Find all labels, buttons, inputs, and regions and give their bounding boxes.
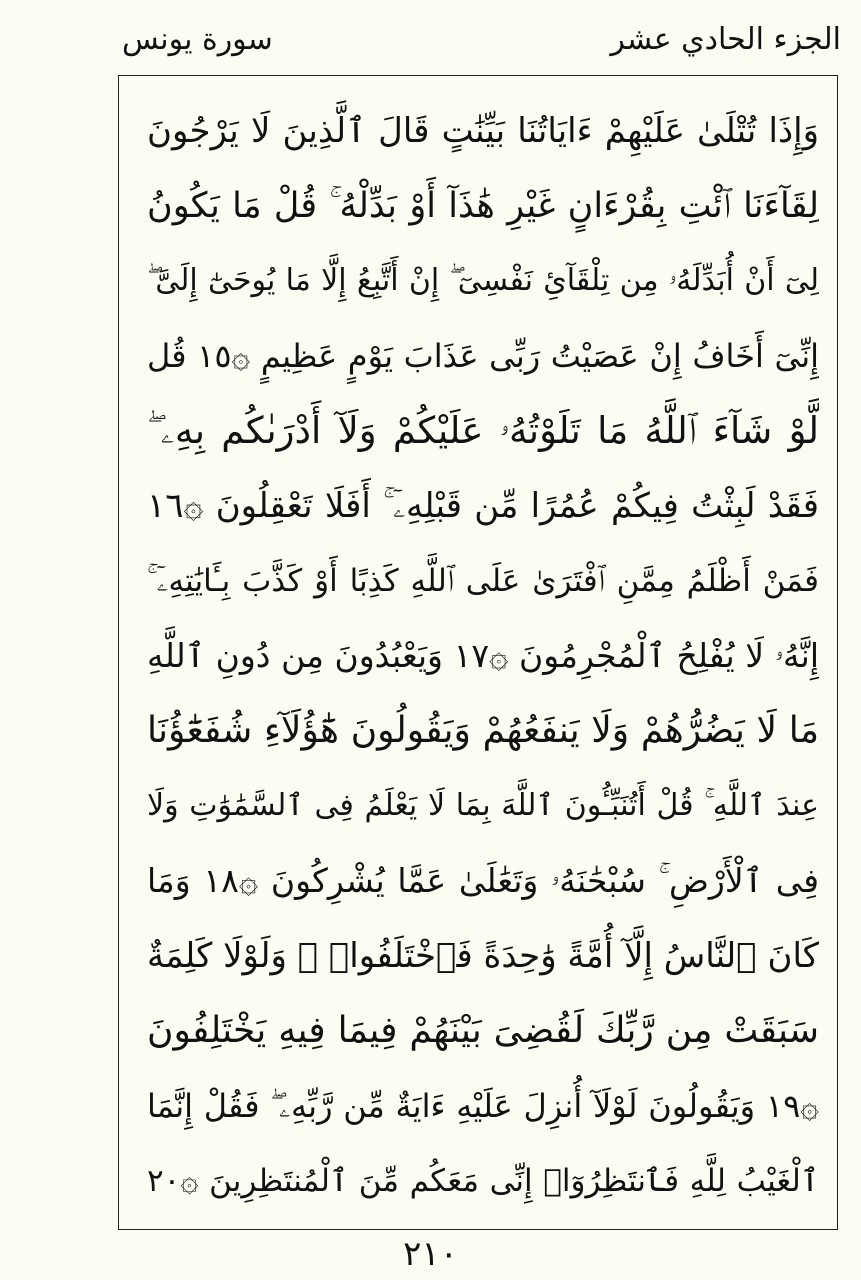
text-line-10: عِندَ ٱللَّهِ ۚ قُلْ أَتُنَبِّـُٔونَ ٱللَّهَ بِمَا لَا يَعْلَمُ فِى ٱلسَّمَٰوَٰتِ وَلَا <box>147 788 819 823</box>
text-line-4: إِنِّىٓ أَخَافُ إِنْ عَصَيْتُ رَبِّى عَذَابَ يَوْمٍ عَظِيمٍ ۞١٥ قُل <box>147 337 819 375</box>
text-line-6: فَقَدْ لَبِثْتُ فِيكُمْ عُمُرًا مِّن قَبْلِهِۦٓ ۚ أَفَلَا تَعْقِلُونَ ۞١٦ <box>147 486 819 526</box>
text-line-11: فِى ٱلْأَرْضِ ۚ سُبْحَٰنَهُۥ وَتَعَٰلَىٰ عَمَّا يُشْرِكُونَ ۞١٨ وَمَا <box>147 861 819 900</box>
text-line-15: ٱلْغَيْبُ لِلَّهِ فَٱنتَظِرُوٓا۟ إِنِّى مَعَكُم مِّنَ ٱلْمُنتَظِرِينَ ۞٢٠ <box>147 1163 819 1199</box>
text-frame <box>118 75 838 1230</box>
page-number: ٢١٠ <box>403 1234 458 1274</box>
text-line-3: لِىٓ أَنْ أُبَدِّلَهُۥ مِن تِلْقَآئِ نَفْسِىٓ ۖ إِنْ أَتَّبِعُ إِلَّا مَا يُوحَىٰٓ إِلَىَّ ۖ <box>147 263 819 298</box>
text-line-8: إِنَّهُۥ لَا يُفْلِحُ ٱلْمُجْرِمُونَ ۞١٧ وَيَعْبُدُونَ مِن دُونِ ٱللَّهِ <box>147 636 819 675</box>
surah-title: سورة يونس <box>122 22 273 57</box>
juz-title: الجزء الحادي عشر <box>610 22 841 57</box>
text-line-13: سَبَقَتْ مِن رَّبِّكَ لَقُضِىَ بَيْنَهُمْ فِيمَا فِيهِ يَخْتَلِفُونَ <box>147 1010 819 1051</box>
text-line-2: لِقَآءَنَا ٱئْتِ بِقُرْءَانٍ غَيْرِ هَٰذَآ أَوْ بَدِّلْهُ ۚ قُلْ مَا يَكُونُ <box>147 186 819 226</box>
text-line-7: فَمَنْ أَظْلَمُ مِمَّنِ ٱفْتَرَىٰ عَلَى ٱللَّهِ كَذِبًا أَوْ كَذَّبَ بِـَٔايَٰتِهِۦٓ ۚ <box>147 563 819 599</box>
quran-text <box>119 76 837 1229</box>
page-header <box>0 14 861 74</box>
text-line-9: مَا لَا يَضُرُّهُمْ وَلَا يَنفَعُهُمْ وَيَقُولُونَ هَٰٓؤُلَآءِ شُفَعَٰٓؤُنَا <box>147 710 819 751</box>
text-line-1: وَإِذَا تُتْلَىٰ عَلَيْهِمْ ءَايَاتُنَا بَيِّنَٰتٍ قَالَ ٱلَّذِينَ لَا يَرْجُونَ <box>147 111 819 151</box>
text-line-14: ۞١٩ وَيَقُولُونَ لَوْلَآ أُنزِلَ عَلَيْهِ ءَايَةٌ مِّن رَّبِّهِۦ ۖ فَقُلْ إِنَّمَا <box>147 1087 819 1125</box>
text-line-5: لَّوْ شَآءَ ٱللَّهُ مَا تَلَوْتُهُۥ عَلَيْكُمْ وَلَآ أَدْرَىٰكُم بِهِۦ ۖ <box>147 409 819 452</box>
text-line-12: كَانَ ٱلنَّاسُ إِلَّآ أُمَّةً وَٰحِدَةً فَٱخْتَلَفُوا۟ ۚ وَلَوْلَا كَلِمَةٌ <box>147 936 819 976</box>
